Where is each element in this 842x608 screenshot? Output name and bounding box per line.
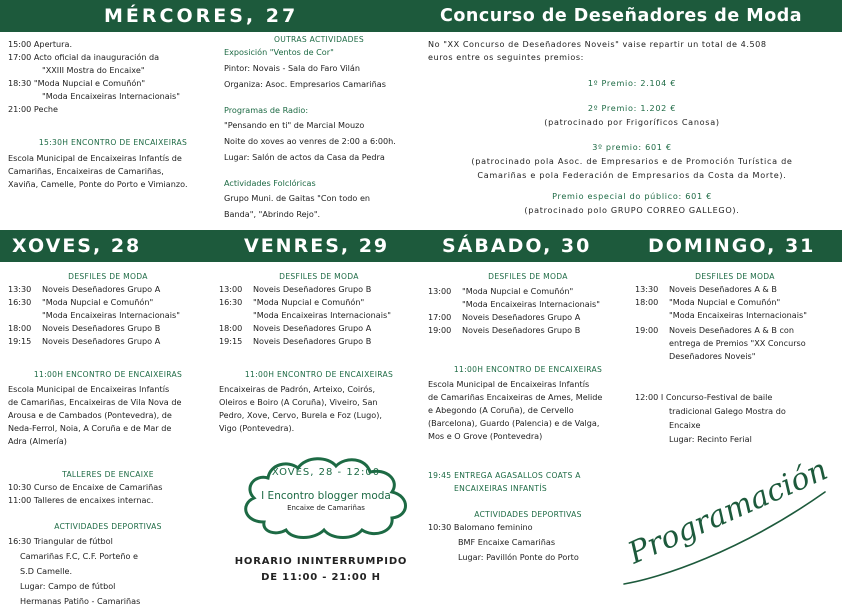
text-line: BMF Encaixe Camariñas xyxy=(458,537,556,547)
programacion-script-title xyxy=(620,452,842,592)
list-item: 10:30 Curso de Encaixe de Camariñas xyxy=(8,482,163,492)
text-line: Grupo Muni. de Gaitas "Con todo en xyxy=(224,193,371,203)
section-title: DESFILES DE MODA xyxy=(695,272,775,281)
text-line: Organiza: Asoc. Empresarios Camariñas xyxy=(224,79,386,89)
list-item: 12:00 I Concurso-Festival de baile xyxy=(635,392,773,402)
subsection-title: Exposición "Ventos de Cor" xyxy=(224,47,334,57)
list-item: "Moda Encaixeiras Internacionais" xyxy=(462,299,600,309)
text-line: Lugar: Salón de actos da Casa da Pedra xyxy=(224,152,385,162)
list-item: 19:00 Noveis Deseñadores Grupo B xyxy=(428,325,581,335)
text-line: Pintor: Novais - Sala do Faro Vilán xyxy=(224,63,361,73)
list-item: 16:30 "Moda Nupcial e Comuñón" xyxy=(8,297,154,307)
list-item: "Moda Encaixeiras Internacionais" xyxy=(669,310,807,320)
section-title: 15:30H ENCONTRO DE ENCAIXEIRAS xyxy=(38,138,188,147)
wednesday-schedule xyxy=(8,38,218,191)
section-title: 19:45 ENTREGA AGASALLOS COATS A xyxy=(428,471,581,480)
day-title-saturday: SÁBADO, 30 xyxy=(442,235,592,257)
text-line: Lugar: Recinto Ferial xyxy=(669,434,752,444)
text-line: Camariñas, Encaixeiras de Camariñas, xyxy=(8,166,164,176)
list-item: Deseñadores Noveis" xyxy=(669,351,756,361)
sunday-column xyxy=(635,270,835,446)
list-item: 13:30 Noveis Deseñadores A & B xyxy=(635,284,777,294)
list-item: entrega de Premios "XX Concurso xyxy=(669,338,806,348)
text-line: Encaixe xyxy=(669,420,701,430)
prize-2: 2º Premio: 1.202 € xyxy=(587,103,677,113)
text-line: Escola Municipal de Encaixeiras Infantís de xyxy=(8,153,182,163)
section-title: DESFILES DE MODA xyxy=(279,272,359,281)
opening-hours xyxy=(216,555,426,584)
header-band-days xyxy=(0,230,842,262)
text-line: Xaviña, Camelle, Ponte do Porto e Vimianzo. xyxy=(8,179,188,189)
opening-hours-line: HORARIO ININTERRUMPIDO xyxy=(234,556,408,567)
list-item: "Moda Encaixeiras Internacionais" xyxy=(42,310,180,320)
day-title-sunday: DOMINGO, 31 xyxy=(648,235,816,257)
text-line: Arousa e de Cambados (Pontevedra), de xyxy=(8,410,172,420)
day-title-wednesday: MÉRCORES, 27 xyxy=(104,5,299,27)
text-line: Oleiros e Boiro (A Coruña), Viveiro, San xyxy=(219,397,378,407)
blogger-date: XOVES, 28 - 12:00 xyxy=(271,467,381,478)
text-line: e Abegondo (A Coruña), de Cervello xyxy=(428,405,574,415)
list-item: 21:00 Peche xyxy=(8,104,59,114)
contest-title: Concurso de Deseñadores de Moda xyxy=(440,6,803,26)
text-line: Vigo (Pontevedra). xyxy=(219,423,295,433)
blogger-subtitle: Encaixe de Camariñas xyxy=(287,504,365,512)
text-line: "Pensando en ti" de Marcial Mouzo xyxy=(224,120,365,130)
list-item: 18:30 "Moda Nupcial e Comuñón" xyxy=(8,78,146,88)
list-item: 18:00 "Moda Nupcial e Comuñón" xyxy=(635,297,781,307)
section-title: TALLERES DE ENCAIXE xyxy=(62,470,154,479)
list-item: 10:30 Balomano feminino xyxy=(428,522,533,532)
day-title-friday: VENRES, 29 xyxy=(244,235,390,257)
text-line: Camariñas F.C, C.F. Porteño e xyxy=(20,551,139,561)
section-title: ACTIVIDADES DEPORTIVAS xyxy=(54,522,162,531)
text-line: S.D Camelle. xyxy=(20,566,73,576)
special-prize-sponsor: (patrocinado polo GRUPO CORREO GALLEGO). xyxy=(524,205,740,215)
section-title: 11:00H ENCONTRO DE ENCAIXEIRAS xyxy=(33,370,183,379)
list-item: 13:30 Noveis Deseñadores Grupo A xyxy=(8,284,161,294)
text-line: (Barcelona), Guardo (Palencia) e de Valga, xyxy=(428,418,600,428)
section-title: OUTRAS ACTIVIDADES xyxy=(273,35,365,44)
prize-3-sponsor: (patrocinado pola Asoc. de Empresarios e de Promoción Turística de xyxy=(471,156,793,166)
text-line: Noite do xoves ao venres de 2:00 a 6:00h. xyxy=(224,136,396,146)
list-item: "XXIII Mostra do Encaixe" xyxy=(42,65,145,75)
list-item: "Moda Encaixeiras Internacionais" xyxy=(42,91,180,101)
text-line: Escola Municipal de Encaixeiras Infantís xyxy=(428,379,590,389)
contest-details xyxy=(428,38,836,217)
list-item: 15:00 Apertura. xyxy=(8,39,73,49)
list-item: 18:00 Noveis Deseñadores Grupo B xyxy=(8,323,161,333)
header-band-top xyxy=(0,0,842,32)
text-line: Lugar: Pavillón Ponte do Porto xyxy=(458,552,579,562)
section-title: DESFILES DE MODA xyxy=(488,272,568,281)
text-line: Escola Municipal de Encaixeiras Infantís xyxy=(8,384,170,394)
text-line: de Camariñas, Encaixeiras de Vila Nova de xyxy=(8,397,182,407)
special-prize: Premio especial do público: 601 € xyxy=(552,191,712,201)
text-line: Adra (Almería) xyxy=(8,436,67,446)
saturday-column xyxy=(428,270,628,564)
text-line: Banda", "Abrindo Rejo". xyxy=(224,209,321,219)
text-line: Pedro, Xove, Cervo, Burela e Foz (Lugo), xyxy=(219,410,382,420)
text-line: Neda-Ferrol, Noia, A Coruña e de Mar de xyxy=(8,423,172,433)
section-title: ENCAIXEIRAS INFANTÍS xyxy=(454,484,548,493)
text-line: Encaixeiras de Padrón, Arteixo, Coirós, xyxy=(219,384,376,394)
opening-hours-line: DE 11:00 - 21:00 H xyxy=(261,572,381,583)
list-item: 13:00 Noveis Deseñadores Grupo B xyxy=(219,284,372,294)
section-title: ACTIVIDADES DEPORTIVAS xyxy=(474,510,582,519)
prize-3: 3º premio: 601 € xyxy=(592,142,672,152)
friday-column xyxy=(219,270,419,435)
list-item: 19:15 Noveis Deseñadores Grupo A xyxy=(8,336,161,346)
prize-3-sponsor: Camariñas e pola Federación de Empresarios da Costa da Morte). xyxy=(477,170,787,180)
text-line: Lugar: Campo de fútbol xyxy=(20,581,116,591)
text-line: Hermanas Patiño - Camariñas xyxy=(20,596,141,606)
prize-1: 1º Premio: 2.104 € xyxy=(587,78,677,88)
text-line: de Camariñas Encaixeiras de Ames, Melide xyxy=(428,392,603,402)
section-title: 11:00H ENCONTRO DE ENCAIXEIRAS xyxy=(453,365,603,374)
list-item: 19:00 Noveis Deseñadores A & B con xyxy=(635,325,794,335)
list-item: 16:30 Triangular de fútbol xyxy=(8,536,113,546)
contest-intro: No "XX Concurso de Deseñadores Noveis" vaise repartir un total de 4.508 xyxy=(428,39,767,49)
list-item: 13:00 "Moda Nupcial e Comuñón" xyxy=(428,286,574,296)
text-line: Mos e O Grove (Pontevedra) xyxy=(428,431,543,441)
section-title: 11:00H ENCONTRO DE ENCAIXEIRAS xyxy=(244,370,394,379)
script-title-text: Programación xyxy=(623,452,833,572)
list-item: 18:00 Noveis Deseñadores Grupo A xyxy=(219,323,372,333)
list-item: 16:30 "Moda Nupcial e Comuñón" xyxy=(219,297,365,307)
text-line: tradicional Galego Mostra do xyxy=(669,406,786,416)
list-item: 17:00 Acto oficial da inauguración da xyxy=(8,52,160,62)
blogger-event-cloud xyxy=(236,452,416,540)
prize-2-sponsor: (patrocinado por Frigoríficos Canosa) xyxy=(544,117,720,127)
contest-intro: euros entre os seguintes premios: xyxy=(428,52,584,62)
subsection-title: Actividades Folclóricas xyxy=(224,178,316,188)
thursday-column xyxy=(8,270,208,608)
list-item: 17:00 Noveis Deseñadores Grupo A xyxy=(428,312,581,322)
list-item: 11:00 Talleres de encaixes internac. xyxy=(8,495,154,505)
subsection-title: Programas de Radio: xyxy=(224,105,309,115)
day-title-thursday: XOVES, 28 xyxy=(12,235,142,257)
list-item: 19:15 Noveis Deseñadores Grupo B xyxy=(219,336,372,346)
wednesday-activities xyxy=(224,33,414,221)
list-item: "Moda Encaixeiras Internacionais" xyxy=(253,310,391,320)
blogger-title: I Encontro blogger moda xyxy=(261,490,391,502)
section-title: DESFILES DE MODA xyxy=(68,272,148,281)
